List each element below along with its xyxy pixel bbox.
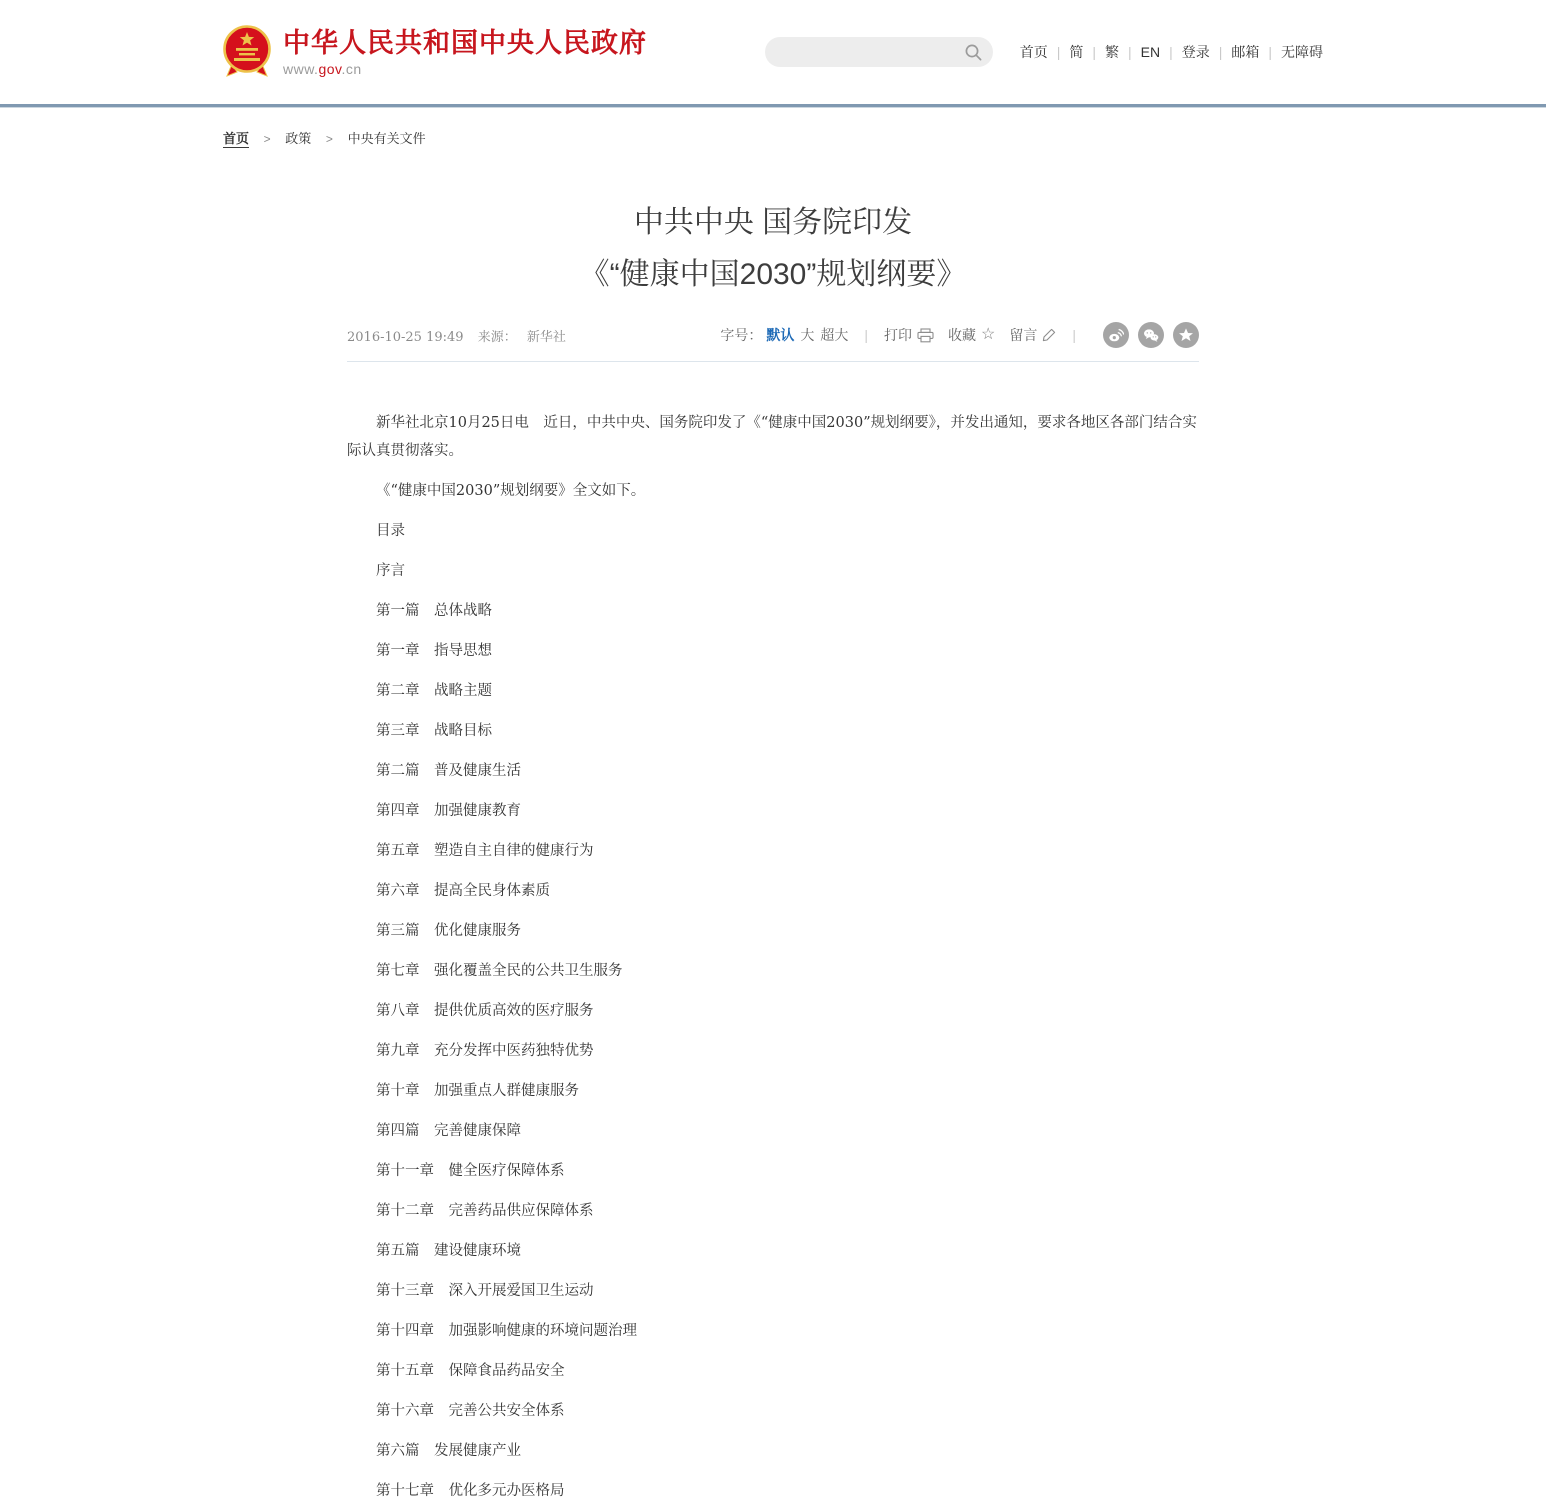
- header-inner: [223, 0, 1323, 104]
- article-paragraph: 第三篇 优化健康服务: [376, 923, 521, 939]
- article-paragraph: 《“健康中国2030”规划纲要》全文如下。: [376, 483, 646, 499]
- publish-datetime: 2016-10-25 19:49: [347, 329, 464, 345]
- article-paragraph: 第十六章 完善公共安全体系: [376, 1403, 565, 1419]
- site-url-highlight: gov: [318, 60, 342, 77]
- site-title: 中华人民共和国中央人民政府: [283, 27, 647, 58]
- article-paragraph: 第六篇 发展健康产业: [376, 1443, 521, 1459]
- qzone-star-icon: [1178, 327, 1194, 343]
- article-paragraph: 第三章 战略目标: [376, 723, 492, 739]
- article-paragraph: 目录: [376, 523, 405, 539]
- article-toolbar: [720, 322, 1199, 348]
- article-paragraph: 第十二章 完善药品供应保障体系: [376, 1203, 594, 1219]
- article-paragraph: 第四篇 完善健康保障: [376, 1123, 521, 1139]
- favorite-button[interactable]: [948, 325, 995, 345]
- article-title: [347, 197, 1199, 301]
- article-meta-row: [347, 322, 1199, 362]
- site-url-suffix: .cn: [341, 60, 362, 77]
- article-title-line1: 中共中央 国务院印发: [633, 206, 913, 239]
- comment-label: 留言: [1009, 327, 1038, 343]
- article-paragraph: 第十五章 保障食品药品安全: [376, 1363, 565, 1379]
- wechat-icon: [1143, 327, 1159, 343]
- print-button[interactable]: [884, 325, 934, 345]
- article-paragraph: 第十一章 健全医疗保障体系: [376, 1163, 565, 1179]
- favorite-star-icon: ☆: [981, 326, 996, 343]
- article-meta: [347, 326, 566, 345]
- article-paragraph: 第六章 提高全民身体素质: [376, 883, 550, 899]
- toolbar-separator: |: [864, 327, 869, 343]
- breadcrumb: [223, 128, 1323, 147]
- article-paragraph: 第十三章 深入开展爱国卫生运动: [376, 1283, 594, 1299]
- print-label: 打印: [884, 327, 913, 343]
- toolbar-separator: |: [1072, 327, 1076, 343]
- article-paragraph: 序言: [376, 563, 405, 579]
- article-paragraph: 第一篇 总体战略: [376, 603, 492, 619]
- weibo-icon: [1108, 327, 1124, 343]
- share-group: [1094, 322, 1199, 348]
- comment-button[interactable]: [1009, 325, 1056, 345]
- breadcrumb-separator: >: [263, 132, 271, 146]
- article-paragraph: 第十章 加强重点人群健康服务: [376, 1083, 579, 1099]
- source-label: 来源：: [477, 329, 517, 345]
- article: [347, 197, 1199, 1505]
- article-paragraph: 第九章 充分发挥中医药独特优势: [376, 1043, 594, 1059]
- article-paragraph: 第十四章 加强影响健康的环境问题治理: [376, 1323, 637, 1339]
- fontsize-default-button[interactable]: 默认: [766, 327, 795, 343]
- breadcrumb-section[interactable]: 中央有关文件: [347, 131, 426, 146]
- breadcrumb-home[interactable]: 首页: [223, 131, 250, 146]
- breadcrumb-policy[interactable]: 政策: [285, 131, 312, 146]
- fontsize-xlarge-button[interactable]: 超大: [820, 327, 849, 343]
- search-button[interactable]: [964, 43, 983, 62]
- header-right: [765, 37, 1323, 67]
- top-nav-link[interactable]: | 简: [1057, 42, 1084, 62]
- article-paragraph: 新华社北京10月25日电 近日，中共中央、国务院印发了《“健康中国2030”规划纲要》，并发出通知，要求各地区各部门结合实际认真贯彻落实。: [347, 415, 1197, 459]
- site-logo[interactable]: [223, 23, 647, 81]
- article-paragraph: 第一章 指导思想: [376, 643, 492, 659]
- fontsize-large-button[interactable]: 大: [800, 327, 815, 343]
- top-nav-link[interactable]: 首页: [1019, 44, 1048, 60]
- national-emblem-icon: [223, 23, 271, 81]
- top-nav-link[interactable]: | 邮箱: [1219, 42, 1260, 62]
- top-nav-link[interactable]: | 繁: [1092, 42, 1119, 62]
- article-paragraph: 第五章 塑造自主自律的健康行为: [376, 843, 594, 859]
- pencil-icon: [1042, 328, 1056, 342]
- article-paragraph: 第五篇 建设健康环境: [376, 1243, 521, 1259]
- top-nav: [1011, 42, 1323, 62]
- share-qzone-button[interactable]: [1173, 322, 1199, 348]
- article-paragraph: 第二篇 普及健康生活: [376, 763, 521, 779]
- site-header: [0, 0, 1546, 104]
- fontsize-label: 字号：: [720, 327, 763, 343]
- breadcrumb-separator: >: [325, 132, 333, 146]
- logo-text: [283, 28, 647, 77]
- article-paragraph: 第七章 强化覆盖全民的公共卫生服务: [376, 963, 623, 979]
- article-paragraph: 第八章 提供优质高效的医疗服务: [376, 1003, 594, 1019]
- article-paragraph: 第四章 加强健康教育: [376, 803, 521, 819]
- article-title-line2: 《“健康中国2030”规划纲要》: [579, 258, 967, 291]
- site-url-prefix: www.: [283, 60, 319, 77]
- search-box[interactable]: [765, 37, 993, 67]
- top-nav-link[interactable]: | 登录: [1169, 42, 1210, 62]
- source-name[interactable]: 新华社: [526, 329, 566, 345]
- share-weibo-button[interactable]: [1103, 322, 1129, 348]
- search-icon: [964, 43, 983, 62]
- favorite-label: 收藏: [948, 327, 977, 343]
- article-paragraph: 第十七章 优化多元办医格局: [376, 1483, 565, 1499]
- share-wechat-button[interactable]: [1138, 322, 1164, 348]
- article-body: [347, 362, 1199, 1505]
- article-paragraph: 第二章 战略主题: [376, 683, 492, 699]
- top-nav-link[interactable]: | EN: [1128, 44, 1160, 60]
- header-divider: [0, 104, 1546, 107]
- search-input[interactable]: [779, 44, 964, 61]
- printer-icon: [917, 328, 934, 343]
- site-url: [283, 61, 647, 77]
- top-nav-link[interactable]: | 无障碍: [1268, 42, 1323, 62]
